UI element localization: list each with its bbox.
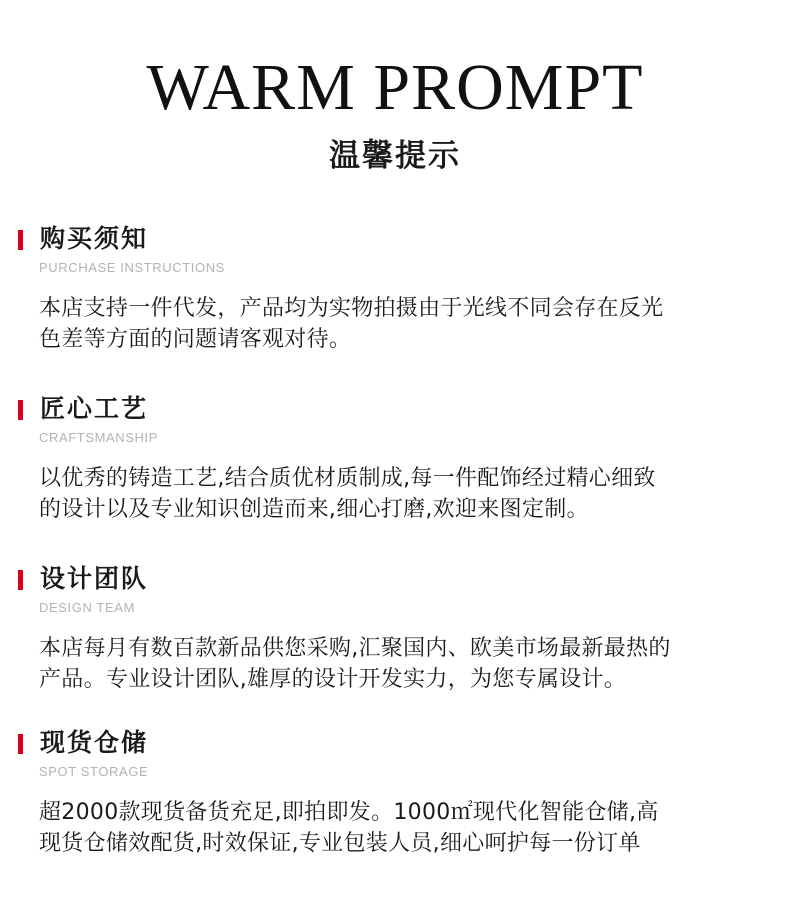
accent-bar (18, 570, 23, 590)
page-title: WARM PROMPT (146, 51, 644, 124)
section-english-subtitle: PURCHASE INSTRUCTIONS (39, 260, 225, 275)
body-line: 现货仓储效配货,时效保证,专业包装人员,细心呵护每一份订单 (39, 831, 641, 856)
body-line: 本店支持一件代发，产品均为实物拍摄由于光线不同会存在反光 (39, 296, 664, 321)
section-english-subtitle: CRAFTSMANSHIP (39, 430, 159, 445)
body-line: 的设计以及专业知识创造而来,细心打磨,欢迎来图定制。 (39, 497, 589, 522)
accent-bar (18, 400, 23, 420)
accent-bar (18, 734, 23, 754)
section-body (39, 633, 779, 695)
section-title: 现货仓储 (40, 728, 149, 757)
accent-bar (18, 230, 23, 250)
section-english-subtitle: DESIGN TEAM (39, 600, 135, 615)
body-line: 以优秀的铸造工艺,结合质优材质制成,每一件配饰经过精心细致 (39, 466, 656, 491)
body-line: 超2000款现货备货充足,即拍即发。1000㎡现代化智能仓储,高 (39, 800, 659, 825)
page-subtitle: 温馨提示 (329, 138, 461, 174)
body-line: 产品。专业设计团队,雄厚的设计开发实力，为您专属设计。 (39, 667, 627, 692)
body-line: 色差等方面的问题请客观对待。 (39, 327, 352, 352)
section-body (39, 797, 779, 859)
body-line: 本店每月有数百款新品供您采购,汇聚国内、欧美市场最新最热的 (39, 636, 671, 661)
section-title: 购买须知 (40, 224, 149, 253)
section-body (39, 293, 779, 355)
section-english-subtitle: SPOT STORAGE (39, 764, 149, 779)
section-body (39, 463, 779, 525)
section-title: 设计团队 (40, 564, 149, 593)
section-title: 匠心工艺 (40, 394, 149, 423)
